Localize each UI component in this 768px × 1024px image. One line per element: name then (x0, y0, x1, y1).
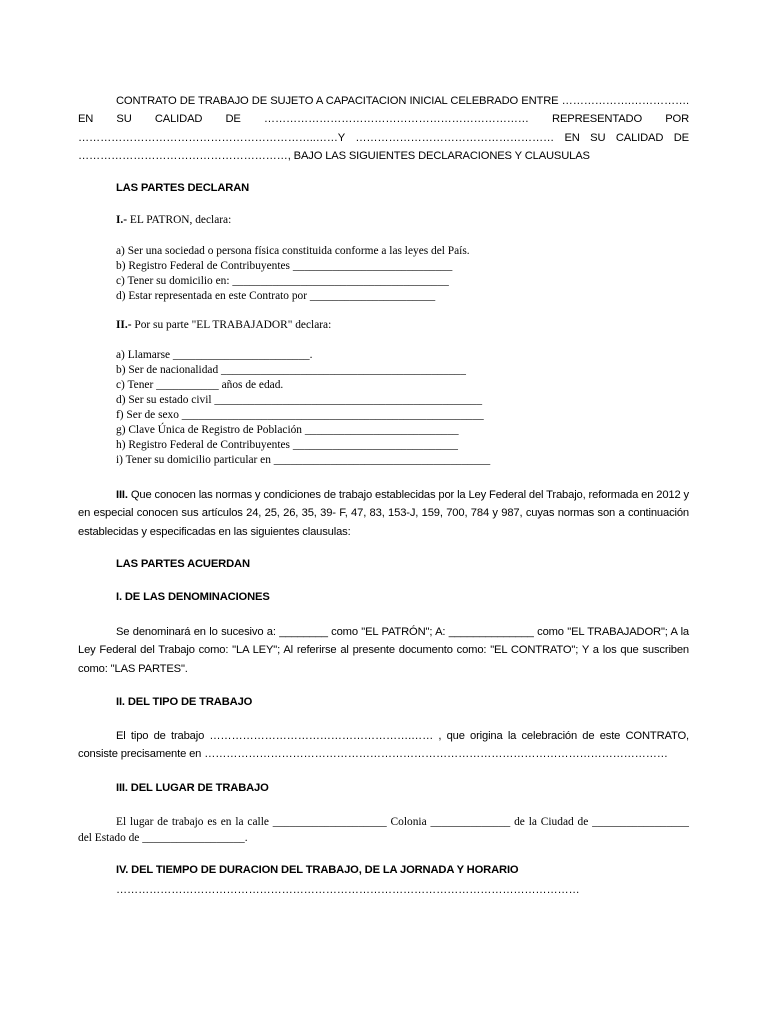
list-item: h) Registro Federal de Contribuyentes _____________________________ (116, 439, 458, 451)
lugar-trabajo-heading: III. DEL LUGAR DE TRABAJO (116, 782, 269, 794)
declaran-heading: LAS PARTES DECLARAN (116, 182, 250, 194)
denominaciones-heading: I. DE LAS DENOMINACIONES (116, 591, 270, 603)
list-item: a) Llamarse ________________________. (116, 349, 313, 361)
list-item: f) Ser de sexo _____________________________________________________ (116, 409, 484, 421)
tipo-trabajo-text: El tipo de trabajo ……………………………………………….…… , que origina la celebración de este CONTRATO, consiste precisamente en ……………………………………………………………………………………………………………… (78, 730, 689, 761)
list-item: d) Ser su estado civil _______________________________________________ (116, 394, 483, 406)
tiempo-duracion-text: ……………………………………………………………………………………………………………… (116, 884, 580, 896)
list-item: b) Registro Federal de Contribuyentes ____________________________ (116, 260, 453, 272)
denominaciones-text: Se denominará en lo sucesivo a: ________ como "EL PATRÓN"; A: ______________ como "EL TRABAJADOR"; A la Ley Federal del Trabajo como: "LA LEY"; Al referirse al presente documento como: "EL CONTRATO"; Y a los que suscriben como: "LAS PARTES". (78, 626, 689, 675)
list-item: d) Estar representada en este Contrato por ______________________ (116, 290, 436, 302)
list-item: b) Ser de nacionalidad ___________________________________________ (116, 364, 466, 376)
patron-declara-title: I.- EL PATRON, declara: (116, 214, 232, 226)
list-item: c) Tener ___________ años de edad. (116, 379, 284, 391)
tipo-trabajo-heading: II. DEL TIPO DE TRABAJO (116, 696, 253, 708)
list-item: c) Tener su domicilio en: ______________________________________ (116, 275, 449, 287)
list-item: g) Clave Única de Registro de Población ___________________________ (116, 424, 459, 436)
list-item: a) Ser una sociedad o persona física constituida conforme a las leyes del País. (116, 245, 470, 257)
list-item: i) Tener su domicilio particular en ______________________________________ (116, 454, 491, 466)
contract-intro: CONTRATO DE TRABAJO DE SUJETO A CAPACITACION INICIAL CELEBRADO ENTRE ……………….……………. EN SU CALIDAD DE ……………………………………………………………… REPRESENTADO POR ………………………………………………………..……Y ……………………………………………… EN SU CALIDAD DE …………………………………………………, BAJO LAS SIGUIENTES DECLARACIONES Y CLAUSULAS (78, 95, 689, 162)
tiempo-duracion-heading: IV. DEL TIEMPO DE DURACION DEL TRABAJO, DE LA JORNADA Y HORARIO (116, 864, 519, 876)
acuerdan-heading: LAS PARTES ACUERDAN (116, 558, 250, 570)
trabajador-declara-title: II.- Por su parte "EL TRABAJADOR" declara: (116, 319, 332, 331)
declaration-iii: III. Que conocen las normas y condiciones de trabajo establecidas por la Ley Federal del Trabajo, reformada en 2012 y en especial conocen sus artículos 24, 25, 26, 35, 39- F, 47, 83, 153-J, 159, 700, 784 y 987, cuyas normas son a continuación establecidas y especificadas en las siguientes clausulas: (78, 489, 689, 538)
lugar-trabajo-text: El lugar de trabajo es en la calle ____________________ Colonia ______________ de la Ciudad de _________________ del Estado de __________________. (78, 816, 689, 844)
